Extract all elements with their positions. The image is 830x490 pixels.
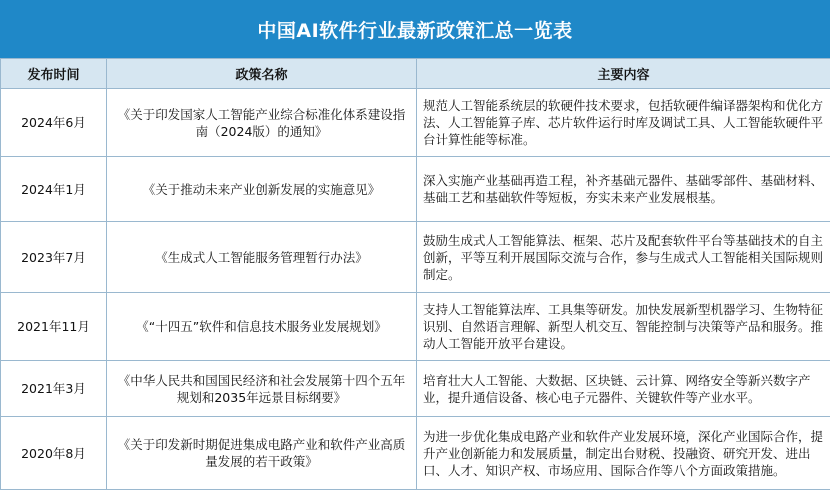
row-date: 2020年8月 [1,417,107,490]
header-name: 政策名称 [107,59,417,89]
row-content: 深入实施产业基础再造工程，补齐基础元器件、基础零部件、基础材料、基础工艺和基础软件等短板，夯实未来产业发展根基。 [417,157,830,222]
row-date: 2021年3月 [1,361,107,417]
row-policy-name: 《生成式人工智能服务管理暂行办法》 [107,222,417,293]
row-content: 培育壮大人工智能、大数据、区块链、云计算、网络安全等新兴数字产业，提升通信设备、核心电子元器件、关键软件等产业水平。 [417,361,830,417]
row-policy-name: 《关于推动未来产业创新发展的实施意见》 [107,157,417,222]
header-date: 发布时间 [1,59,107,89]
row-content: 支持人工智能算法库、工具集等研发。加快发展新型机器学习、生物特征识别、自然语言理解、新型人机交互、智能控制与决策等产品和服务。推动人工智能开放平台建设。 [417,293,830,361]
header-row [1,59,830,89]
row-policy-name: 《关于印发国家人工智能产业综合标准化体系建设指南（2024版）的通知》 [107,89,417,157]
row-policy-name: 《“十四五”软件和信息技术服务业发展规划》 [107,293,417,361]
policy-table [0,58,830,490]
row-content: 规范人工智能系统层的软硬件技术要求，包括软硬件编译器架构和优化方法、人工智能算子库、芯片软件运行时库及调试工具、人工智能软硬件平台计算性能等标准。 [417,89,830,157]
row-date: 2024年1月 [1,157,107,222]
row-date: 2024年6月 [1,89,107,157]
row-content: 为进一步优化集成电路产业和软件产业发展环境，深化产业国际合作，提升产业创新能力和发展质量，制定出台财税、投融资、研究开发、进出口、人才、知识产权、市场应用、国际合作等八个方面政策措施。 [417,417,830,490]
table-row [1,361,830,417]
table-row [1,417,830,490]
row-content: 鼓励生成式人工智能算法、框架、芯片及配套软件平台等基础技术的自主创新，平等互利开展国际交流与合作，参与生成式人工智能相关国际规则制定。 [417,222,830,293]
row-policy-name: 《关于印发新时期促进集成电路产业和软件产业高质量发展的若干政策》 [107,417,417,490]
table-title: 中国AI软件行业最新政策汇总一览表 [0,0,830,58]
table-row [1,89,830,157]
table-row [1,157,830,222]
row-date: 2021年11月 [1,293,107,361]
row-date: 2023年7月 [1,222,107,293]
header-content: 主要内容 [417,59,830,89]
row-policy-name: 《中华人民共和国国民经济和社会发展第十四个五年规划和2035年远景目标纲要》 [107,361,417,417]
table-row [1,293,830,361]
table-row [1,222,830,293]
